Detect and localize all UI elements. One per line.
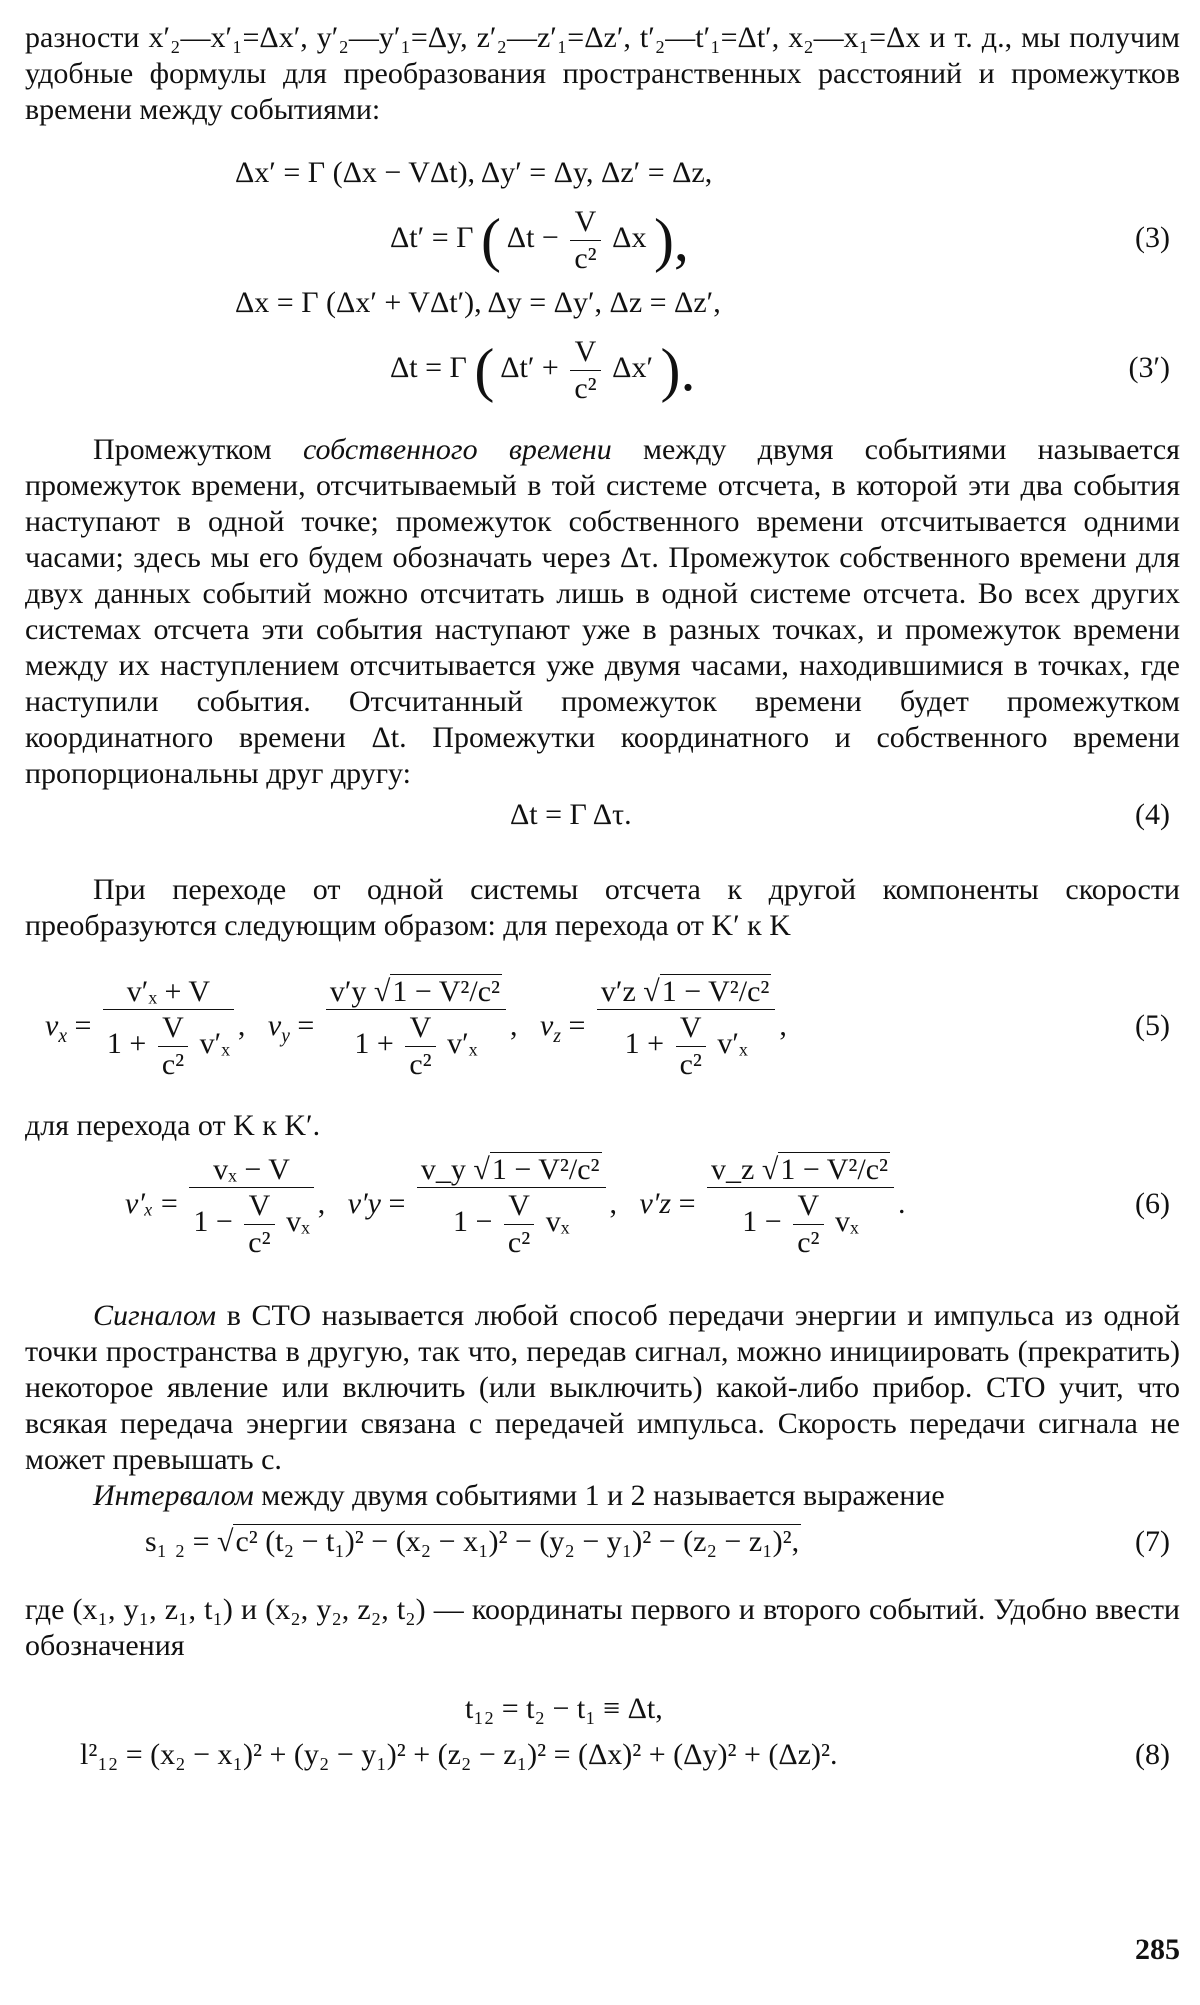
interval-term: Интервалом bbox=[93, 1479, 254, 1512]
intro-paragraph: разности x′₂—x′₁=Δx′, y′₂—y′₁=Δy, z′₂—z′₁=Δz′, t′₂—t′₁=Δt′, x₂—x₁=Δx и т. д., мы получим удобные формулы для преобразования пространственных расстояний и промежутков времени между событиями: bbox=[25, 21, 1180, 126]
eq5-vz-fraction: v′z √1 − V²/c² 1 + $\frac{V}{\text{c²}}$ v′ₓ bbox=[597, 976, 776, 1081]
eq4-number: (4) bbox=[1135, 798, 1170, 831]
eq3p-line1 bbox=[25, 280, 1180, 326]
reverse-paragraph: для перехода от K к K′. bbox=[25, 1109, 321, 1142]
eq3-gamma: Δt′ = Γ bbox=[390, 221, 474, 254]
eq3-paren-open: ( bbox=[480, 207, 501, 274]
eq6-number: (6) bbox=[1135, 1187, 1170, 1220]
eq5-number: (5) bbox=[1135, 1009, 1170, 1042]
interval-paragraph: Интервалом между двумя событиями 1 и 2 называется выражение bbox=[93, 1479, 945, 1512]
eq3p-fraction: $\frac{V}{\text{c²}}$ bbox=[570, 336, 600, 404]
page-number: 285 bbox=[1135, 1933, 1180, 1966]
eq3p-term-a: Δt′ + bbox=[500, 351, 559, 384]
eq3-line1 bbox=[25, 150, 1180, 196]
eq6-line bbox=[25, 1144, 1180, 1264]
eq3-term-b: Δx bbox=[612, 221, 647, 254]
eq6-vy-fraction: v_y √1 − V²/c² 1 − $\frac{V}{\text{c²}}$ vₓ bbox=[417, 1154, 606, 1259]
eq5-line bbox=[25, 966, 1180, 1086]
eq7-number: (7) bbox=[1135, 1525, 1170, 1558]
eq8-number: (8) bbox=[1135, 1738, 1170, 1771]
eq6-formula: v′ₓ = vₓ − V 1 − $\frac{V}{\text{c²}}$ vₓ , v′y = v_y √1 − V²/c² 1 − $\frac{V}{\text{c²}}$ vₓ , v′z = v_z √1 − V²/c² 1 − $\frac{V}{\text{c²}}$ vₓ . bbox=[125, 1152, 906, 1259]
eq3p-gamma: Δt = Γ bbox=[390, 351, 467, 384]
eq5-formula: $v_x$ = v′ₓ + V 1 + $\frac{V}{\text{c²}}$ v′ₓ , $v_y$ = v′y √1 − V²/c² 1 + $\frac{V}{\text{c²}}$ v′ₓ , $v_z$ = v′z √1 − V²/c² 1 + $\frac{V}{\text{c²}}$ v′ₓ , bbox=[45, 974, 787, 1081]
eq4-line bbox=[25, 792, 1180, 838]
eq8-text1: t₁₂ = t₂ − t₁ ≡ Δt, bbox=[465, 1692, 663, 1725]
eq3-text1: Δx′ = Γ (Δx − VΔt), Δy′ = Δy, Δz′ = Δz, bbox=[235, 156, 713, 189]
eq3p-formula2 bbox=[390, 326, 696, 410]
proper-time-paragraph: Промежутком собственного времени между двумя событиями называется промежуток времени, отсчитываемый в той системе отсчета, в которой эти два события наступают в одной точке; промежуток собственного времени отсчитывается одними часами; здесь мы его будем обозначать через Δτ. Промежуток собственного времени для двух данных событий можно отсчитать лишь в одной системе отсчета. Во всех других системах отсчета эти события наступают уже в разных точках, и промежуток времени между их наступлением отсчитывается уже двумя часами, находившимися в точках, где наступили события. Отсчитанный промежуток времени будет промежутком координатного времени Δt. Промежутки координатного и собственного времени пропорциональны друг другу: bbox=[25, 433, 1180, 790]
eq3p-paren-open: ( bbox=[474, 337, 495, 404]
proper-time-term: собственного времени bbox=[302, 433, 612, 466]
eq7-line bbox=[25, 1514, 1180, 1570]
eq3-line2 bbox=[25, 196, 1180, 280]
page-body bbox=[25, 20, 1180, 1778]
eq4-text: Δt = Γ Δτ. bbox=[510, 798, 632, 831]
eq3p-text1: Δx = Γ (Δx′ + VΔt′), Δy = Δy′, Δz = Δz′, bbox=[235, 286, 721, 319]
eq3-fraction: $\frac{V}{\text{c²}}$ bbox=[570, 206, 600, 274]
eq3-paren-close: ), bbox=[653, 207, 689, 274]
eq8-line1 bbox=[25, 1686, 1180, 1732]
eq3-number: (3) bbox=[1135, 221, 1170, 254]
eq3p-paren-close: ). bbox=[660, 337, 696, 404]
eq6-vx-fraction: vₓ − V 1 − $\frac{V}{\text{c²}}$ vₓ bbox=[189, 1154, 313, 1259]
eq3p-term-b: Δx′ bbox=[612, 351, 654, 384]
signal-paragraph: Сигналом в СТО называется любой способ передачи энергии и импульса из одной точки пространства в другую, так что, передав сигнал, можно инициировать (прекратить) некоторое явление или включить (или выключить) какой-либо прибор. СТО учит, что всякая передача энергии связана с передачей импульса. Скорость передачи сигнала не может превышать c. bbox=[25, 1299, 1180, 1476]
eq3p-line2 bbox=[25, 326, 1180, 410]
eq5-vy-fraction: v′y √1 − V²/c² 1 + $\frac{V}{\text{c²}}$ v′ₓ bbox=[326, 976, 506, 1081]
eq3-formula2 bbox=[390, 196, 689, 280]
eq3p-number: (3′) bbox=[1128, 351, 1170, 384]
eq8-text2: l²₁₂ = (x₂ − x₁)² + (y₂ − y₁)² + (z₂ − z₁)² = (Δx)² + (Δy)² + (Δz)². bbox=[80, 1738, 838, 1771]
eq8-line2 bbox=[25, 1732, 1180, 1778]
coords-paragraph: где (x₁, y₁, z₁, t₁) и (x₂, y₂, z₂, t₂) — координаты первого и второго событий. Удобно ввести обозначения bbox=[25, 1593, 1180, 1662]
eq6-vz-fraction: v_z √1 − V²/c² 1 − $\frac{V}{\text{c²}}$ vₓ bbox=[707, 1154, 894, 1259]
eq7-formula: s₁ ₂ = √c² (t₂ − t₁)² − (x₂ − x₁)² − (y₂ − y₁)² − (z₂ − z₁)², bbox=[145, 1525, 800, 1558]
eq3-term-a: Δt − bbox=[506, 221, 559, 254]
signal-term: Сигналом bbox=[93, 1299, 217, 1332]
velocity-paragraph: При переходе от одной системы отсчета к другой компоненты скорости преобразуются следующим образом: для перехода от K′ к K bbox=[25, 873, 1180, 942]
eq5-vx-fraction: v′ₓ + V 1 + $\frac{V}{\text{c²}}$ v′ₓ bbox=[103, 976, 234, 1081]
